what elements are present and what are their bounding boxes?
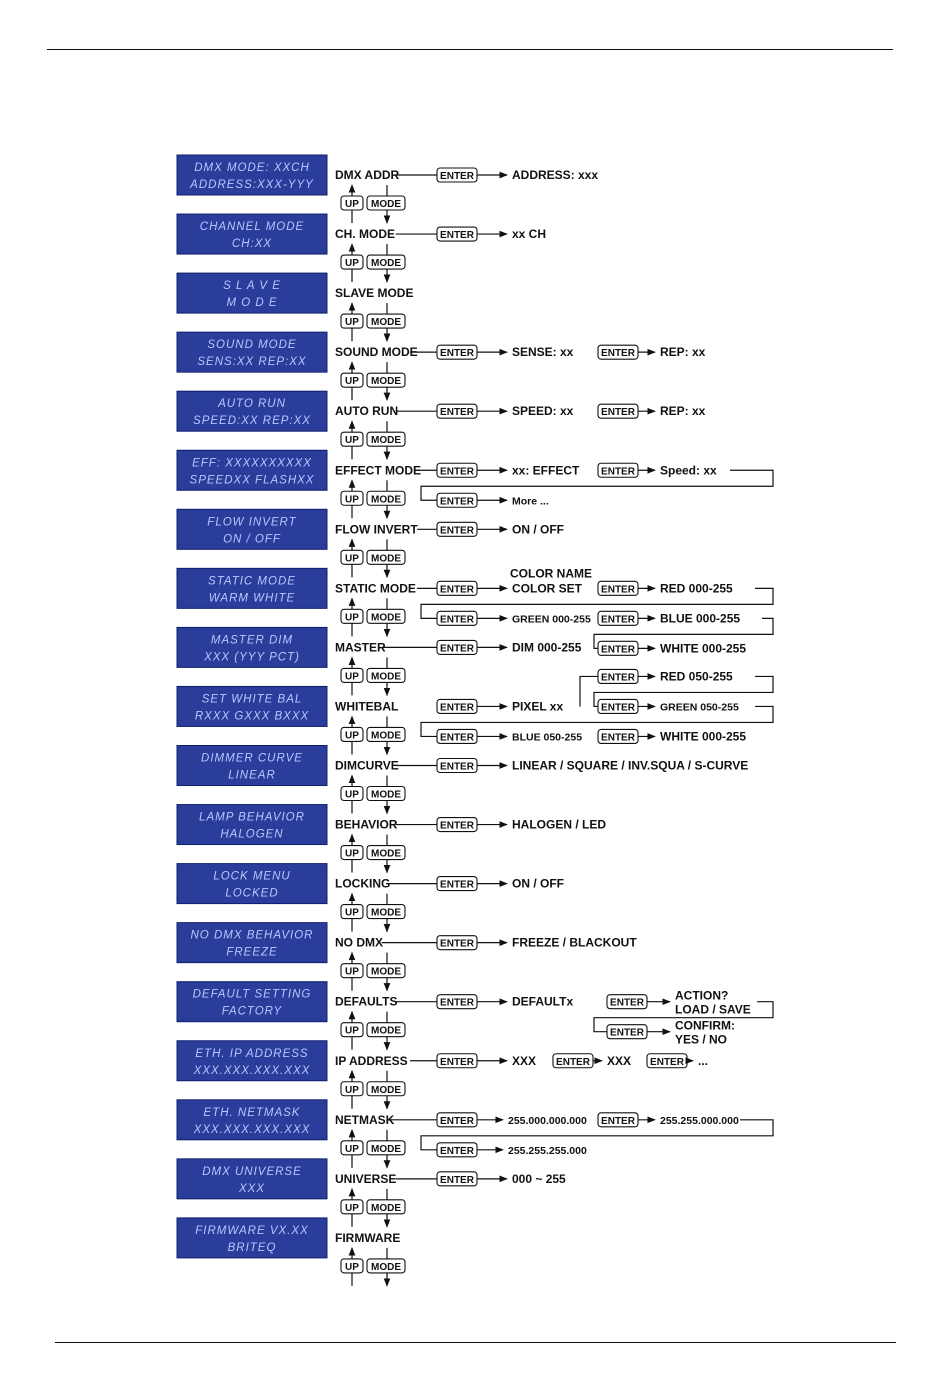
lcd-line-1: DMX MODE: XXCH bbox=[194, 162, 310, 174]
up-button[interactable] bbox=[341, 787, 363, 801]
mode-button[interactable] bbox=[367, 1023, 405, 1037]
up-button[interactable] bbox=[341, 727, 363, 741]
option-value: xx: EFFECT bbox=[512, 463, 580, 478]
enter-button-label: ENTER bbox=[440, 643, 474, 655]
option-value: ... bbox=[698, 1053, 709, 1068]
enter-button[interactable] bbox=[598, 404, 638, 418]
lcd-line-2: FACTORY bbox=[221, 1005, 283, 1018]
option-value: RED 000-255 bbox=[660, 581, 733, 596]
enter-button[interactable] bbox=[437, 877, 477, 891]
mode-button[interactable] bbox=[367, 1082, 405, 1096]
enter-button-label: ENTER bbox=[440, 1145, 474, 1157]
lcd-line-2: SPEEDXX FLASHXX bbox=[189, 474, 315, 487]
option-value: COLOR SET bbox=[512, 581, 583, 596]
enter-button-label: ENTER bbox=[650, 1056, 684, 1068]
enter-button[interactable] bbox=[437, 493, 477, 507]
option-value: LOAD / SAVE bbox=[675, 1002, 751, 1017]
option-value: BLUE 050-255 bbox=[512, 731, 583, 744]
lcd-line-2: XXX.XXX.XXX.XXX bbox=[193, 1123, 311, 1136]
enter-button-label: ENTER bbox=[440, 732, 474, 744]
option-value: WHITE 000-255 bbox=[660, 729, 747, 744]
lcd-line-2: SPEED:XX REP:XX bbox=[193, 415, 311, 428]
mode-button-label: MODE bbox=[371, 553, 401, 565]
enter-button-label: ENTER bbox=[601, 466, 635, 478]
enter-button-label: ENTER bbox=[601, 702, 635, 714]
enter-button-label: ENTER bbox=[440, 230, 474, 242]
up-button-label: UP bbox=[345, 730, 359, 742]
up-button-label: UP bbox=[345, 317, 359, 329]
up-button[interactable] bbox=[341, 1082, 363, 1096]
enter-button-label: ENTER bbox=[440, 1115, 474, 1127]
option-value: xx CH bbox=[512, 227, 547, 242]
menu-label: WHITEBAL bbox=[335, 699, 399, 714]
mode-button-label: MODE bbox=[371, 1202, 401, 1214]
up-button[interactable] bbox=[341, 255, 363, 269]
enter-button-label: ENTER bbox=[440, 879, 474, 891]
menu-label: EFFECT MODE bbox=[335, 463, 421, 478]
enter-button-label: ENTER bbox=[610, 997, 644, 1009]
up-button[interactable] bbox=[341, 668, 363, 682]
enter-button[interactable] bbox=[437, 227, 477, 241]
branch-connector bbox=[580, 676, 598, 706]
up-button-label: UP bbox=[345, 494, 359, 506]
option-value: REP: xx bbox=[660, 404, 706, 419]
mode-button-label: MODE bbox=[371, 435, 401, 447]
up-button[interactable] bbox=[341, 905, 363, 919]
enter-button[interactable] bbox=[437, 729, 477, 743]
option-value: RED 050-255 bbox=[660, 669, 733, 684]
up-button-label: UP bbox=[345, 1084, 359, 1096]
up-button[interactable] bbox=[341, 314, 363, 328]
enter-button[interactable] bbox=[437, 1054, 477, 1068]
lcd-line-2: SENS:XX REP:XX bbox=[197, 356, 307, 369]
menu-label: LOCKING bbox=[335, 876, 391, 891]
mode-button[interactable] bbox=[367, 1141, 405, 1155]
lcd-line-2: FREEZE bbox=[226, 946, 278, 959]
lcd-screen bbox=[177, 627, 327, 667]
enter-button[interactable] bbox=[607, 995, 647, 1009]
lcd-screen bbox=[177, 864, 327, 904]
lcd-line-2: XXX (YYY PCT) bbox=[204, 651, 300, 664]
enter-button[interactable] bbox=[598, 345, 638, 359]
menu-label: FLOW INVERT bbox=[335, 522, 418, 537]
menu-label: STATIC MODE bbox=[335, 581, 416, 596]
lcd-line-1: FIRMWARE VX.XX bbox=[195, 1224, 309, 1237]
enter-button[interactable] bbox=[437, 1143, 477, 1157]
enter-button[interactable] bbox=[598, 1113, 638, 1127]
option-value: XXX bbox=[512, 1053, 537, 1068]
lcd-line-2: HALOGEN bbox=[220, 828, 284, 841]
enter-button-label: ENTER bbox=[601, 1115, 635, 1127]
lcd-line-1: S L A V E bbox=[223, 280, 281, 293]
enter-button[interactable] bbox=[437, 345, 477, 359]
enter-button[interactable] bbox=[437, 699, 477, 713]
enter-button[interactable] bbox=[598, 699, 638, 713]
up-button-label: UP bbox=[345, 258, 359, 270]
up-button-label: UP bbox=[345, 199, 359, 210]
lcd-line-1: STATIC MODE bbox=[208, 575, 296, 588]
up-button-label: UP bbox=[345, 789, 359, 801]
enter-button-label: ENTER bbox=[440, 938, 474, 950]
menu-label: NETMASK bbox=[335, 1112, 395, 1127]
mode-button-label: MODE bbox=[371, 1084, 401, 1096]
mode-button[interactable] bbox=[367, 964, 405, 978]
menu-label: DEFAULTS bbox=[335, 994, 398, 1009]
mode-button-label: MODE bbox=[371, 494, 401, 506]
up-button[interactable] bbox=[341, 491, 363, 505]
up-button[interactable] bbox=[341, 373, 363, 387]
menu-label: FIRMWARE bbox=[335, 1230, 401, 1245]
lcd-line-1: SET WHITE BAL bbox=[201, 693, 303, 706]
option-value: 255.000.000.000 bbox=[508, 1114, 587, 1127]
menu-label: AUTO RUN bbox=[335, 404, 399, 419]
option-value: GREEN 050-255 bbox=[660, 701, 739, 714]
mode-button[interactable] bbox=[367, 1200, 405, 1214]
enter-button[interactable] bbox=[437, 1113, 477, 1127]
enter-button[interactable] bbox=[598, 611, 638, 625]
option-value: 255.255.255.000 bbox=[508, 1144, 587, 1157]
enter-button-label: ENTER bbox=[601, 407, 635, 419]
enter-button-label: ENTER bbox=[601, 614, 635, 626]
enter-button-label: ENTER bbox=[440, 171, 474, 182]
lcd-line-1: ETH. NETMASK bbox=[203, 1106, 301, 1119]
up-button-label: UP bbox=[345, 1025, 359, 1037]
mode-button[interactable] bbox=[367, 491, 405, 505]
lcd-line-2: ADDRESS:XXX-YYY bbox=[190, 179, 314, 191]
option-value: 255.255.000.000 bbox=[660, 1114, 739, 1127]
option-value: More ... bbox=[512, 495, 549, 508]
up-button-label: UP bbox=[345, 671, 359, 683]
mode-button-label: MODE bbox=[371, 966, 401, 978]
enter-button[interactable] bbox=[437, 936, 477, 950]
enter-button-label: ENTER bbox=[440, 525, 474, 537]
lcd-screen bbox=[177, 450, 327, 490]
enter-button[interactable] bbox=[437, 1172, 477, 1186]
up-button[interactable] bbox=[341, 432, 363, 446]
lcd-line-1: EFF: XXXXXXXXXX bbox=[192, 457, 312, 470]
mode-button[interactable] bbox=[367, 787, 405, 801]
mode-button-label: MODE bbox=[371, 1261, 401, 1273]
lcd-line-2: LINEAR bbox=[228, 769, 276, 782]
lcd-line-2: XXX.XXX.XXX.XXX bbox=[193, 1064, 311, 1077]
menu-label: IP ADDRESS bbox=[335, 1053, 408, 1068]
option-value: LINEAR / SQUARE / INV.SQUA / S-CURVE bbox=[512, 758, 749, 773]
mode-button-label: MODE bbox=[371, 789, 401, 801]
up-button-label: UP bbox=[345, 1143, 359, 1155]
mode-button-label: MODE bbox=[371, 258, 401, 270]
lcd-line-2: RXXX GXXX BXXX bbox=[194, 710, 310, 723]
enter-button[interactable] bbox=[607, 1025, 647, 1039]
enter-button-label: ENTER bbox=[440, 1056, 474, 1068]
enter-button[interactable] bbox=[437, 522, 477, 536]
mode-button-label: MODE bbox=[371, 317, 401, 329]
enter-button[interactable] bbox=[437, 611, 477, 625]
lcd-line-1: ETH. IP ADDRESS bbox=[195, 1047, 309, 1060]
enter-button[interactable] bbox=[437, 640, 477, 654]
enter-button[interactable] bbox=[598, 669, 638, 683]
mode-button-label: MODE bbox=[371, 907, 401, 919]
enter-button-label: ENTER bbox=[440, 466, 474, 478]
option-value: DIM 000-255 bbox=[512, 640, 582, 655]
lcd-line-1: MASTER DIM bbox=[210, 634, 294, 647]
lcd-screen bbox=[177, 686, 327, 726]
option-value: ADDRESS: xxx bbox=[512, 168, 599, 182]
lcd-screen bbox=[177, 214, 327, 254]
option-value: GREEN 000-255 bbox=[512, 613, 591, 626]
enter-button[interactable] bbox=[437, 759, 477, 773]
up-button[interactable] bbox=[341, 550, 363, 564]
menu-label: SOUND MODE bbox=[335, 345, 418, 360]
option-value: ACTION? bbox=[675, 988, 729, 1003]
up-button[interactable] bbox=[341, 1141, 363, 1155]
lcd-line-1: NO DMX BEHAVIOR bbox=[190, 929, 314, 942]
above-label: COLOR NAME bbox=[510, 566, 592, 581]
lcd-line-2: CH:XX bbox=[231, 238, 273, 251]
up-button-label: UP bbox=[345, 376, 359, 388]
lcd-line-1: AUTO RUN bbox=[218, 398, 286, 411]
enter-button-label: ENTER bbox=[440, 348, 474, 360]
lcd-screen bbox=[177, 1041, 327, 1081]
lcd-screen bbox=[177, 923, 327, 963]
mode-button[interactable] bbox=[367, 905, 405, 919]
enter-button-label: ENTER bbox=[440, 584, 474, 596]
up-button-label: UP bbox=[345, 966, 359, 978]
lcd-screen bbox=[177, 273, 327, 313]
option-value: Speed: xx bbox=[660, 463, 717, 478]
lcd-screen bbox=[177, 509, 327, 549]
enter-button-label: ENTER bbox=[440, 1174, 474, 1186]
enter-button[interactable] bbox=[437, 168, 477, 182]
lcd-line-1: CHANNEL MODE bbox=[199, 221, 305, 234]
up-button[interactable] bbox=[341, 1259, 363, 1273]
lcd-line-2: ON / OFF bbox=[223, 533, 281, 546]
option-value: BLUE 000-255 bbox=[660, 611, 741, 626]
menu-label: DIMCURVE bbox=[335, 758, 399, 773]
menu-label: DMX ADDR bbox=[335, 168, 400, 182]
enter-button-label: ENTER bbox=[601, 348, 635, 360]
mode-button[interactable] bbox=[367, 1259, 405, 1273]
up-button-label: UP bbox=[345, 612, 359, 624]
mode-button[interactable] bbox=[367, 609, 405, 623]
enter-button-label: ENTER bbox=[601, 672, 635, 684]
enter-button-label: ENTER bbox=[440, 614, 474, 626]
mode-button[interactable] bbox=[367, 196, 405, 210]
menu-label: MASTER bbox=[335, 640, 386, 655]
mode-button[interactable] bbox=[367, 727, 405, 741]
menu-label: BEHAVIOR bbox=[335, 817, 398, 832]
lcd-line-1: LAMP BEHAVIOR bbox=[199, 811, 305, 824]
enter-button[interactable] bbox=[437, 581, 477, 595]
lcd-line-2: WARM WHITE bbox=[208, 592, 296, 605]
mode-button[interactable] bbox=[367, 550, 405, 564]
mode-button-label: MODE bbox=[371, 671, 401, 683]
option-value: YES / NO bbox=[675, 1032, 728, 1047]
enter-button-label: ENTER bbox=[601, 584, 635, 596]
lcd-line-1: DEFAULT SETTING bbox=[192, 988, 312, 1001]
option-value: DEFAULTx bbox=[512, 994, 574, 1009]
enter-button-label: ENTER bbox=[440, 820, 474, 832]
up-button-label: UP bbox=[345, 1202, 359, 1214]
option-value: ON / OFF bbox=[512, 876, 564, 891]
option-value: WHITE 000-255 bbox=[660, 641, 747, 656]
up-button-label: UP bbox=[345, 907, 359, 919]
lcd-screen bbox=[177, 332, 327, 372]
lcd-screen bbox=[177, 391, 327, 431]
up-button-label: UP bbox=[345, 848, 359, 860]
lcd-line-2: BRITEQ bbox=[227, 1241, 277, 1254]
mode-button-label: MODE bbox=[371, 612, 401, 624]
enter-button[interactable] bbox=[598, 463, 638, 477]
up-button-label: UP bbox=[345, 435, 359, 447]
mode-button-label: MODE bbox=[371, 376, 401, 388]
option-value: ON / OFF bbox=[512, 522, 564, 537]
lcd-line-1: DIMMER CURVE bbox=[201, 752, 303, 765]
enter-button-label: ENTER bbox=[601, 644, 635, 656]
enter-button-label: ENTER bbox=[556, 1056, 590, 1068]
enter-button-label: ENTER bbox=[601, 732, 635, 744]
lcd-line-1: DMX UNIVERSE bbox=[202, 1165, 302, 1178]
lcd-screen bbox=[177, 982, 327, 1022]
option-value: XXX bbox=[607, 1053, 632, 1068]
enter-button[interactable] bbox=[437, 463, 477, 477]
up-button[interactable] bbox=[341, 964, 363, 978]
lcd-line-1: FLOW INVERT bbox=[207, 516, 297, 529]
enter-button[interactable] bbox=[437, 995, 477, 1009]
lcd-screen bbox=[177, 805, 327, 845]
menu-label: UNIVERSE bbox=[335, 1171, 397, 1186]
mode-button[interactable] bbox=[367, 846, 405, 860]
mode-button[interactable] bbox=[367, 432, 405, 446]
enter-button-label: ENTER bbox=[440, 496, 474, 508]
lcd-screen bbox=[177, 568, 327, 608]
mode-button-label: MODE bbox=[371, 730, 401, 742]
up-button[interactable] bbox=[341, 1200, 363, 1214]
mode-button-label: MODE bbox=[371, 1143, 401, 1155]
enter-button[interactable] bbox=[647, 1054, 687, 1068]
up-button[interactable] bbox=[341, 196, 363, 210]
menu-label: SLAVE MODE bbox=[335, 286, 414, 301]
option-value: REP: xx bbox=[660, 345, 706, 360]
option-value: PIXEL xx bbox=[512, 699, 564, 714]
option-value: SPEED: xx bbox=[512, 404, 574, 419]
enter-button-label: ENTER bbox=[440, 407, 474, 419]
lcd-line-2: M O D E bbox=[226, 297, 278, 310]
mode-button[interactable] bbox=[367, 668, 405, 682]
option-value: CONFIRM: bbox=[675, 1018, 735, 1033]
mode-button[interactable] bbox=[367, 255, 405, 269]
menu-label: CH. MODE bbox=[335, 227, 395, 242]
lcd-line-1: LOCK MENU bbox=[213, 870, 291, 883]
up-button[interactable] bbox=[341, 1023, 363, 1037]
lcd-screen bbox=[177, 746, 327, 786]
enter-button-label: ENTER bbox=[440, 702, 474, 714]
lcd-screen bbox=[177, 1218, 327, 1258]
option-value: FREEZE / BLACKOUT bbox=[512, 935, 637, 950]
option-value: SENSE: xx bbox=[512, 345, 574, 360]
lcd-line-2: LOCKED bbox=[225, 887, 279, 900]
lcd-screen bbox=[177, 155, 327, 195]
lcd-screen bbox=[177, 1100, 327, 1140]
enter-button-label: ENTER bbox=[440, 761, 474, 773]
up-button[interactable] bbox=[341, 846, 363, 860]
up-button-label: UP bbox=[345, 1261, 359, 1273]
menu-label: NO DMX bbox=[335, 935, 383, 950]
enter-button[interactable] bbox=[598, 641, 638, 655]
enter-button[interactable] bbox=[598, 581, 638, 595]
lcd-screen bbox=[177, 1159, 327, 1199]
enter-button[interactable] bbox=[437, 404, 477, 418]
up-button[interactable] bbox=[341, 609, 363, 623]
option-value: HALOGEN / LED bbox=[512, 817, 607, 832]
mode-button-label: MODE bbox=[371, 199, 401, 210]
option-value: 000 ~ 255 bbox=[512, 1171, 566, 1186]
enter-button-label: ENTER bbox=[610, 1027, 644, 1039]
lcd-line-2: XXX bbox=[238, 1182, 266, 1195]
lcd-line-1: SOUND MODE bbox=[207, 339, 297, 352]
enter-button[interactable] bbox=[598, 729, 638, 743]
enter-button-label: ENTER bbox=[440, 997, 474, 1009]
enter-button[interactable] bbox=[553, 1054, 593, 1068]
mode-button[interactable] bbox=[367, 314, 405, 328]
mode-button-label: MODE bbox=[371, 848, 401, 860]
up-button-label: UP bbox=[345, 553, 359, 565]
mode-button-label: MODE bbox=[371, 1025, 401, 1037]
enter-button[interactable] bbox=[437, 818, 477, 832]
mode-button[interactable] bbox=[367, 373, 405, 387]
